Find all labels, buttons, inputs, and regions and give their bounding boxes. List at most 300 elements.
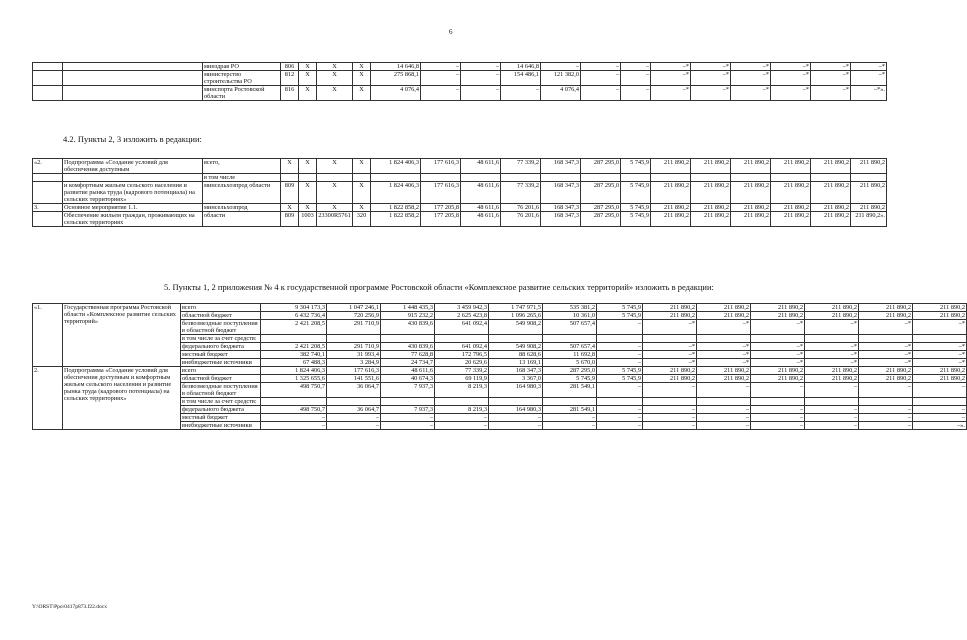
table-cell: 211 890,2 (913, 312, 967, 320)
table-cell: –* (859, 320, 913, 335)
table-cell: – (501, 86, 541, 101)
table-cell: 430 839,6 (381, 320, 435, 335)
table-cell: Государственная программа Ростовской области «Комплексное развитие сельских территорий» (63, 304, 181, 367)
table-cell: 211 890,2 (811, 182, 851, 204)
table-cell: 809 (281, 212, 299, 227)
table-cell: 20 629,6 (435, 359, 489, 367)
table-cell: Подпрограмма «Создание условий для обеспечения доступным и комфортным жильем сельского населения и развитие рынка труда (кадрового потенциала) на сельских территориях» (63, 367, 181, 430)
table-cell: – (643, 383, 697, 398)
table-cell: X (317, 63, 353, 71)
table-cell: Подпрограмма «Создание условий для обеспечения доступным (63, 159, 203, 174)
table-cell: 6 432 736,4 (261, 312, 327, 320)
table-cell: 809 (281, 182, 299, 204)
table-cell (643, 398, 697, 406)
table-cell: –* (751, 343, 805, 351)
table-cell: – (597, 351, 643, 359)
table-cell: 168 347,3 (541, 182, 581, 204)
table-cell: 172 796,5 (435, 351, 489, 359)
table-cell (697, 398, 751, 406)
table-cell: – (461, 63, 501, 71)
table-cell: X (353, 71, 371, 86)
table-cell: X (299, 159, 317, 174)
table-cell: в том числе за счет средств: (181, 398, 261, 406)
table-cell: X (299, 182, 317, 204)
table-row (33, 204, 887, 212)
table-cell: –* (805, 320, 859, 335)
table-cell (501, 174, 541, 182)
table-cell: 211 890,2 (859, 312, 913, 320)
table-cell: 211 890,2 (859, 304, 913, 312)
table-cell: 1 824 406,3 (371, 159, 421, 174)
table-cell: – (697, 406, 751, 414)
table-row (33, 182, 887, 204)
table-cell (581, 174, 621, 182)
table-cell: 1 747 971,5 (489, 304, 543, 312)
table-cell (859, 398, 913, 406)
table-row (33, 174, 887, 182)
table-cell: –* (771, 86, 811, 101)
table-cell: 211 890,2 (651, 212, 691, 227)
table-cell: областной бюджет (181, 312, 261, 320)
table-cell: – (597, 406, 643, 414)
table-cell: – (581, 71, 621, 86)
table-cell: –* (805, 343, 859, 351)
table-cell: местный бюджет (181, 414, 261, 422)
table-cell: 211 890,2 (691, 159, 731, 174)
table-ministries (32, 62, 887, 101)
table-cell (435, 398, 489, 406)
table-cell: 211 890,2 (651, 204, 691, 212)
table-cell (33, 174, 63, 182)
table-cell: – (859, 383, 913, 398)
table-cell: 1 047 246,1 (327, 304, 381, 312)
table-cell: – (805, 422, 859, 430)
table-cell: – (859, 414, 913, 422)
table-cell: – (327, 414, 381, 422)
table-cell (33, 182, 63, 204)
table-cell: и комфортным жильем сельского населения и развитие рынка труда (кадрового потенциала) на сельских территориях» (63, 182, 203, 204)
table-cell: – (327, 422, 381, 430)
table-cell: – (913, 414, 967, 422)
table-cell: 5 745,9 (621, 204, 651, 212)
table-cell: 1 096 265,6 (489, 312, 543, 320)
table-cell: –* (913, 343, 967, 351)
table-cell: 211 890,2 (697, 304, 751, 312)
table-cell: – (461, 71, 501, 86)
table-cell: 11 692,8 (543, 351, 597, 359)
table-cell: 507 657,4 (543, 343, 597, 351)
table-cell: X (317, 86, 353, 101)
table-cell: 211 890,2 (651, 159, 691, 174)
table-cell (489, 335, 543, 343)
table-cell: 211 890,2 (751, 312, 805, 320)
table-cell: минсельхозпрод (203, 204, 281, 212)
table-cell: 3 459 942,3 (435, 304, 489, 312)
table-cell: X (317, 182, 353, 204)
table-cell: 915 232,2 (381, 312, 435, 320)
table-cell: 10 361,0 (543, 312, 597, 320)
table-cell: минздрав РО (203, 63, 281, 71)
table-cell: – (621, 71, 651, 86)
table-cell: 48 611,6 (381, 367, 435, 375)
table-row (33, 159, 887, 174)
table-cell: – (805, 406, 859, 414)
table-cell: –* (731, 71, 771, 86)
table-cell: 77 339,2 (501, 182, 541, 204)
table-cell (851, 174, 887, 182)
table-cell: 535 381,2 (543, 304, 597, 312)
table-cell: 211 890,2 (859, 375, 913, 383)
table-cell: 48 611,6 (461, 212, 501, 227)
table-cell: 36 064,7 (327, 383, 381, 398)
table-cell: 287 295,0 (581, 212, 621, 227)
table-cell: 287 295,0 (543, 367, 597, 375)
table-cell: –* (859, 359, 913, 367)
table-cell (261, 398, 327, 406)
table-cell: 211 890,2 (771, 212, 811, 227)
table-cell: –* (643, 359, 697, 367)
table-cell: 211 890,2 (651, 182, 691, 204)
table-cell: – (805, 414, 859, 422)
table-cell: X (299, 204, 317, 212)
table-cell: 9 304 173,3 (261, 304, 327, 312)
table-cell: 281 549,1 (543, 383, 597, 398)
table-cell: 77 339,2 (501, 159, 541, 174)
table-cell: X (353, 159, 371, 174)
table-subprogram (32, 158, 887, 227)
table-cell: 168 347,3 (541, 212, 581, 227)
table-cell: местный бюджет (181, 351, 261, 359)
table-cell: – (461, 86, 501, 101)
table-cell: министерство строительства РО (203, 71, 281, 86)
table-cell: 14 646,8 (371, 63, 421, 71)
table-cell: 69 119,9 (435, 375, 489, 383)
table-cell: 1 822 858,2 (371, 204, 421, 212)
table-cell (543, 335, 597, 343)
table-cell: Обеспечение жильем граждан, проживающих на сельских территориях (63, 212, 203, 227)
table-cell: – (597, 320, 643, 335)
table-cell: 291 710,9 (327, 343, 381, 351)
table-cell: безвозмездные поступления в областной бюджет (181, 383, 261, 398)
table-cell: 211 890,2 (771, 159, 811, 174)
table-cell: 287 295,0 (581, 204, 621, 212)
table-cell: –* (643, 351, 697, 359)
table-cell: 177 205,8 (421, 204, 461, 212)
table-cell (805, 335, 859, 343)
table-cell: 211 890,2 (771, 204, 811, 212)
table-cell: 812 (281, 71, 299, 86)
table-cell: 4 076,4 (371, 86, 421, 101)
table-cell: минспорта Ростовской области (203, 86, 281, 101)
table-cell: X (317, 71, 353, 86)
table-cell: 211 890,2 (751, 304, 805, 312)
table-cell: – (859, 422, 913, 430)
table-cell: X (353, 204, 371, 212)
table-cell: – (597, 414, 643, 422)
table-cell: 430 839,6 (381, 343, 435, 351)
table-cell: –* (805, 359, 859, 367)
table-cell: всего, (203, 159, 281, 174)
table-cell (751, 335, 805, 343)
table-cell: 48 611,6 (461, 182, 501, 204)
file-path-footer: Y:\ORST\Ppo\0417p873.f22.docx (32, 604, 107, 610)
table-row (33, 71, 887, 86)
table-cell (731, 174, 771, 182)
table-cell: –* (805, 351, 859, 359)
table-cell: 5 745,9 (621, 159, 651, 174)
table-cell: –* (771, 71, 811, 86)
table-cell: – (581, 86, 621, 101)
table-cell: «1. (33, 304, 63, 367)
table-cell (261, 335, 327, 343)
table-cell: –* (851, 63, 887, 71)
table-cell: – (581, 63, 621, 71)
table-cell (621, 174, 651, 182)
table-cell: – (751, 414, 805, 422)
table-cell (371, 174, 421, 182)
table-cell: 121 382,0 (541, 71, 581, 86)
table-cell: 211 890,2 (811, 212, 851, 227)
table-cell: – (621, 86, 651, 101)
table-cell (435, 335, 489, 343)
table-cell (913, 398, 967, 406)
table-cell: 5 745,9 (621, 182, 651, 204)
table-cell (489, 398, 543, 406)
table-row (33, 367, 967, 375)
table-cell: – (489, 422, 543, 430)
table-cell: 507 657,4 (543, 320, 597, 335)
table-cell: –* (697, 343, 751, 351)
table-row (33, 212, 887, 227)
table-cell: 211 890,2 (691, 204, 731, 212)
table-cell: –* (751, 351, 805, 359)
table-cell: 211 890,2 (751, 375, 805, 383)
table-cell: 211 890,2 (731, 159, 771, 174)
table-cell: 211 890,2 (913, 375, 967, 383)
table-cell: – (261, 422, 327, 430)
table-cell: 211 890,2 (851, 159, 887, 174)
table-cell: – (643, 406, 697, 414)
table-cell: 211 890,2 (697, 375, 751, 383)
table-cell: 1 448 435,3 (381, 304, 435, 312)
table-cell (651, 174, 691, 182)
table-cell (353, 174, 371, 182)
table-cell: 211 890,2 (851, 204, 887, 212)
table-cell: 498 750,7 (261, 383, 327, 398)
table-cell: X (353, 182, 371, 204)
table-cell: 5 745,9 (597, 312, 643, 320)
table-cell: – (751, 383, 805, 398)
table-cell: –* (691, 71, 731, 86)
table-cell: 4 076,4 (541, 86, 581, 101)
table-cell: 5 670,0 (543, 359, 597, 367)
table-cell: 549 908,2 (489, 343, 543, 351)
table-cell: –* (697, 359, 751, 367)
table-cell: 291 710,9 (327, 320, 381, 335)
table-cell: –* (751, 359, 805, 367)
table-cell: 3 284,9 (327, 359, 381, 367)
table-cell: – (381, 414, 435, 422)
table-cell: X (281, 159, 299, 174)
table-cell: 211 890,2 (643, 375, 697, 383)
table-cell: 177 616,3 (327, 367, 381, 375)
table-cell: –* (651, 86, 691, 101)
table-cell (33, 86, 63, 101)
table-cell: в том числе (203, 174, 281, 182)
table-cell: федерального бюджета (181, 406, 261, 414)
table-cell: 36 064,7 (327, 406, 381, 414)
page-number: 6 (449, 28, 453, 36)
table-cell: X (299, 63, 317, 71)
table-cell: 3. (33, 204, 63, 212)
table-cell: 211 890,2 (771, 182, 811, 204)
table-cell: 211 890,2 (697, 312, 751, 320)
table-cell: – (597, 359, 643, 367)
table-row (33, 86, 887, 101)
table-cell: – (261, 414, 327, 422)
table-cell (597, 398, 643, 406)
table-cell: 211 890,2 (913, 304, 967, 312)
table-cell: 211 890,2 (751, 367, 805, 375)
table-cell: X (299, 86, 317, 101)
table-cell (381, 335, 435, 343)
table-cell: –* (691, 63, 731, 71)
table-cell: 24 734,7 (381, 359, 435, 367)
table-cell: 23300R5761 (317, 212, 353, 227)
table-cell: всего (181, 304, 261, 312)
table-cell: 211 890,2 (913, 367, 967, 375)
table-cell: –* (851, 71, 887, 86)
table-cell: – (435, 422, 489, 430)
table-cell: 1 822 858,2 (371, 212, 421, 227)
table-cell (299, 174, 317, 182)
table-row (33, 304, 967, 312)
table-cell (63, 63, 203, 71)
table-cell: минсельхозпрод области (203, 182, 281, 204)
table-cell: –* (697, 351, 751, 359)
table-cell (541, 174, 581, 182)
table-cell (697, 335, 751, 343)
table-cell: 211 890,2 (731, 212, 771, 227)
table-cell (327, 398, 381, 406)
table-cell (771, 174, 811, 182)
table-cell: X (317, 204, 353, 212)
table-cell: 77 628,8 (381, 351, 435, 359)
table-cell (327, 335, 381, 343)
table-cell: 211 890,2 (731, 182, 771, 204)
table-cell: 2 625 423,8 (435, 312, 489, 320)
table-cell: 1 325 655,6 (261, 375, 327, 383)
table-cell: – (381, 422, 435, 430)
table-cell: 77 339,2 (435, 367, 489, 375)
table-cell: 76 201,6 (501, 212, 541, 227)
table-cell: – (597, 422, 643, 430)
table-cell: – (621, 63, 651, 71)
table-cell: 287 295,0 (581, 182, 621, 204)
table-cell (63, 71, 203, 86)
table-cell: – (697, 422, 751, 430)
table-cell: 211 890,2 (805, 312, 859, 320)
table-cell: –*». (851, 86, 887, 101)
table-cell: Основное мероприятие 1.1. (63, 204, 203, 212)
table-cell: – (697, 383, 751, 398)
table-cell (281, 174, 299, 182)
table-cell: 1003 (299, 212, 317, 227)
table-cell: –* (913, 359, 967, 367)
table-row (33, 63, 887, 71)
table-cell: 5 745,9 (597, 304, 643, 312)
table-cell: 211 890,2 (805, 375, 859, 383)
table-cell: 40 674,3 (381, 375, 435, 383)
table-cell: – (543, 414, 597, 422)
table-cell: –* (913, 351, 967, 359)
table-cell: 211 890,2 (811, 204, 851, 212)
table-cell: 5 745,9 (597, 375, 643, 383)
table-cell: – (421, 71, 461, 86)
table-cell (597, 335, 643, 343)
table-cell (33, 63, 63, 71)
table-cell: 7 937,3 (381, 406, 435, 414)
table-cell: – (421, 63, 461, 71)
table-cell (811, 174, 851, 182)
table-cell: 498 750,7 (261, 406, 327, 414)
table-cell: 211 890,2 (643, 312, 697, 320)
table-cell: внебюджетные источники (181, 422, 261, 430)
table-cell: в том числе за счет средств: (181, 335, 261, 343)
table-cell: 164 980,3 (489, 383, 543, 398)
table-cell: –* (859, 351, 913, 359)
table-appendix-4 (32, 303, 967, 430)
table-cell: 211 890,2 (805, 304, 859, 312)
table-cell: –* (643, 320, 697, 335)
table-cell: X (317, 159, 353, 174)
table-cell: –* (731, 86, 771, 101)
table-cell (643, 335, 697, 343)
table-cell: 1 824 406,3 (371, 182, 421, 204)
table-cell: 2. (33, 367, 63, 430)
table-cell: –* (811, 86, 851, 101)
table-cell: 177 616,3 (421, 159, 461, 174)
table-cell: –* (651, 71, 691, 86)
table-cell: 141 551,6 (327, 375, 381, 383)
table-cell: –* (811, 71, 851, 86)
table-cell: 549 908,2 (489, 320, 543, 335)
table-cell (859, 335, 913, 343)
table-cell: 76 201,6 (501, 204, 541, 212)
table-cell: –* (751, 320, 805, 335)
table-cell: 211 890,2». (851, 212, 887, 227)
table-cell: 5 745,9 (597, 367, 643, 375)
table-cell (421, 174, 461, 182)
table-cell: – (859, 406, 913, 414)
table-cell: X (353, 86, 371, 101)
table-cell: –* (643, 343, 697, 351)
table-cell: 168 347,3 (541, 159, 581, 174)
table-cell: безвозмездные поступления в областной бюджет (181, 320, 261, 335)
table-cell: 211 890,2 (697, 367, 751, 375)
table-cell: 281 549,1 (543, 406, 597, 414)
table-cell: – (543, 422, 597, 430)
section-heading-4-2: 4.2. Пункты 2, 3 изложить в редакции: (63, 134, 202, 144)
table-cell: – (435, 414, 489, 422)
table-cell: 67 488,3 (261, 359, 327, 367)
table-cell: 211 890,2 (851, 182, 887, 204)
table-cell (33, 71, 63, 86)
table-cell: 320 (353, 212, 371, 227)
table-cell (381, 398, 435, 406)
table-cell: 168 347,3 (541, 204, 581, 212)
table-cell: области (203, 212, 281, 227)
